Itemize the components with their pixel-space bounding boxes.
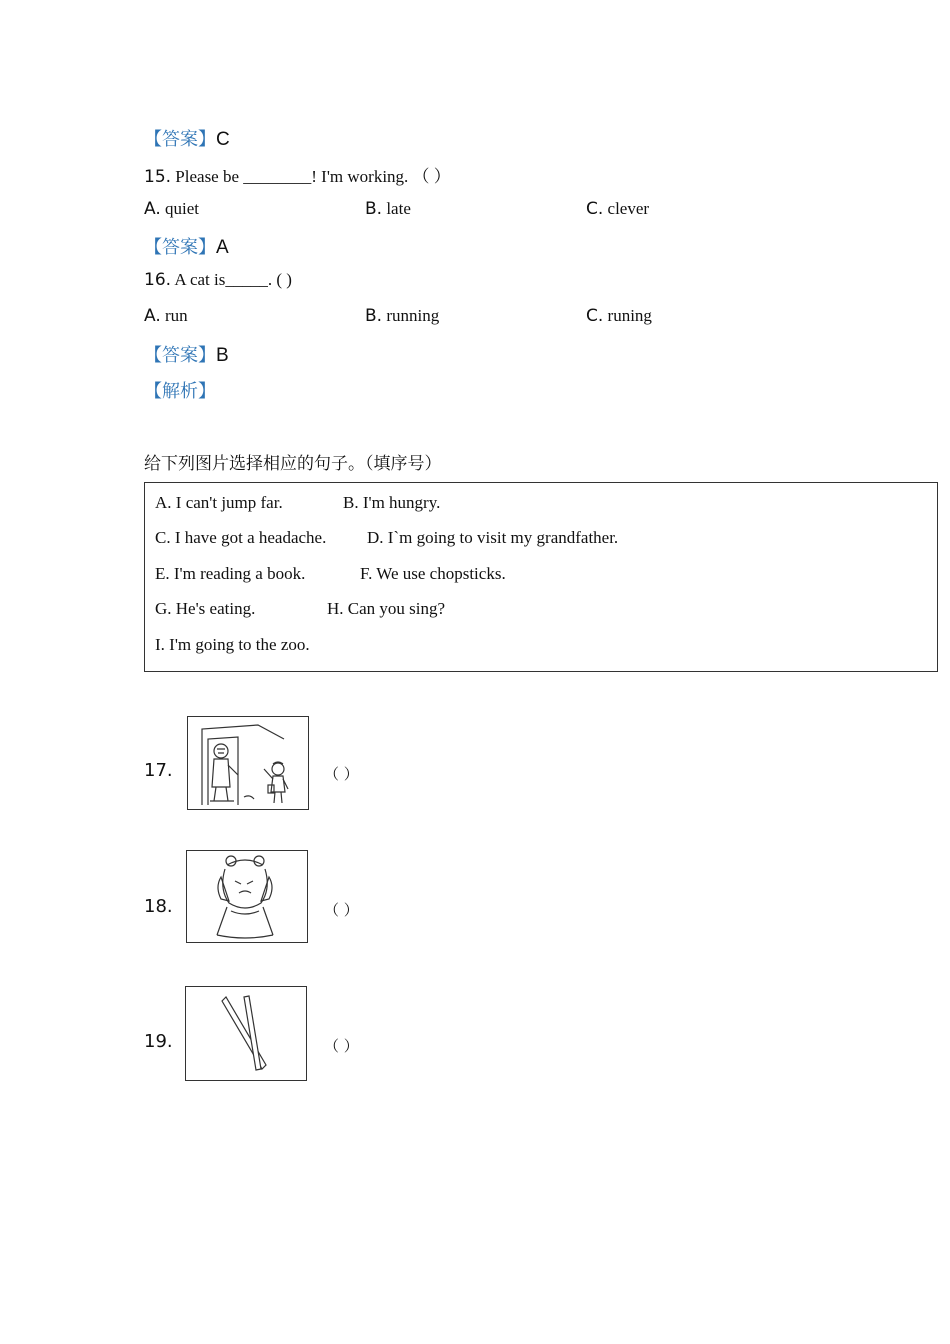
section-instruction: 给下列图片选择相应的句子。（填序号） [144, 454, 442, 474]
option-15-c [586, 199, 649, 219]
item-18-number: 18. [144, 896, 173, 917]
choice-i: I. I'm going to the zoo. [155, 635, 310, 654]
option-15-b [365, 199, 411, 219]
answer-q16 [144, 341, 229, 367]
option-letter: C. [586, 306, 604, 326]
option-text: clever [607, 199, 650, 218]
answer-q14 [144, 125, 230, 151]
option-letter: A. [144, 199, 161, 219]
grandfather-visit-illustration [188, 717, 308, 809]
choice-d: D. I`m going to visit my grandfather. [367, 528, 619, 547]
option-16-c [586, 306, 652, 326]
picture-chopsticks [185, 986, 307, 1081]
choice-b: B. I'm hungry. [343, 493, 441, 512]
choice-h: H. Can you sing? [327, 599, 446, 618]
item-19-blank[interactable]: （ ） [324, 1037, 359, 1055]
item-18-blank[interactable]: （ ） [324, 901, 359, 919]
analysis-tag: 【解析】 [144, 381, 216, 401]
question-15 [144, 162, 451, 187]
option-text: runing [607, 306, 652, 325]
option-letter: B. [365, 199, 383, 219]
answer-value: C [216, 129, 230, 150]
choice-e: E. I'm reading a book. [155, 564, 306, 583]
analysis-q16 [144, 377, 216, 403]
question-text: Please be ________! I'm working. （ ） [175, 167, 451, 186]
item-17-blank[interactable]: （ ） [324, 765, 359, 783]
option-text: run [164, 306, 188, 325]
option-15-a [144, 199, 199, 219]
question-number: 16. [144, 270, 172, 290]
option-letter: B. [365, 306, 383, 326]
answer-tag: 【答案】 [144, 345, 216, 365]
option-16-b [365, 306, 439, 326]
option-letter: C. [586, 199, 604, 219]
option-letter: A. [144, 306, 161, 326]
choice-f: F. We use chopsticks. [360, 564, 506, 583]
item-19-number: 19. [144, 1031, 173, 1052]
answer-tag: 【答案】 [144, 129, 216, 149]
option-text: quiet [164, 199, 199, 218]
answer-value: A [216, 237, 229, 258]
option-16-a [144, 306, 188, 326]
headache-illustration [187, 851, 307, 942]
choice-c: C. I have got a headache. [155, 528, 327, 547]
option-text: running [386, 306, 440, 325]
question-number: 15. [144, 167, 172, 187]
choice-a: A. I can't jump far. [155, 493, 283, 512]
item-17-number: 17. [144, 760, 173, 781]
picture-headache [186, 850, 308, 943]
question-text: A cat is_____. ( ) [174, 270, 292, 289]
question-16 [144, 270, 292, 290]
chopsticks-illustration [186, 987, 306, 1080]
option-text: late [386, 199, 411, 218]
answer-tag: 【答案】 [144, 237, 216, 257]
choices-box [144, 482, 938, 672]
answer-q15 [144, 233, 229, 259]
picture-grandfather [187, 716, 309, 810]
answer-value: B [216, 345, 229, 366]
choice-g: G. He's eating. [155, 599, 256, 618]
